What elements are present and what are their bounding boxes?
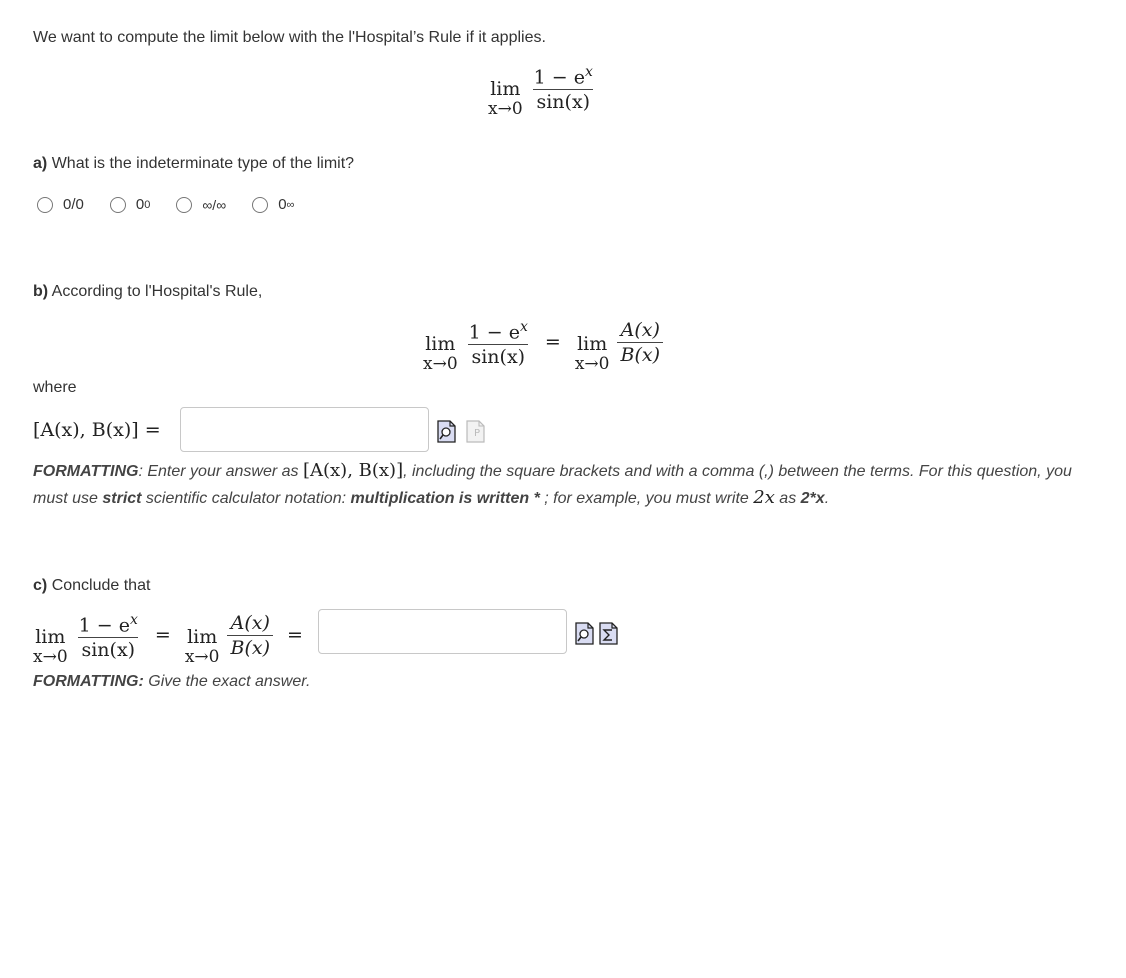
formatting-head: FORMATTING [33,463,139,480]
radio-button[interactable] [252,197,268,213]
lim-word: lim [425,333,456,355]
lim-word: lim [35,626,66,648]
conclusion-equation [33,604,317,666]
radio-button[interactable] [176,197,192,213]
formatting-c [33,669,310,695]
option-sup: ∞ [286,198,295,211]
formatting-text: Give the exact answer. [143,673,311,690]
formatting-text: . [824,490,830,507]
part-c-intro: Conclude that [51,577,151,594]
numerator: 1 − e [533,66,585,89]
sigma-help-icon[interactable] [599,622,618,645]
intro-text: We want to compute the limit below with the l'Hospital’s Rule if it applies. [33,29,546,46]
lim-sub: x→0 [184,647,220,667]
formatting-multiplication: multiplication is written * [350,490,540,507]
formatting-text: : Enter your answer as [138,463,303,480]
part-a-question-text: What is the indeterminate type of the limit? [51,155,355,172]
answer-c-input[interactable] [318,609,567,654]
option-inf-over-inf[interactable] [176,197,226,213]
radio-button[interactable] [37,197,53,213]
formatting-math-2x: 2x [753,487,775,508]
equals-sign: = [287,624,303,646]
lim-sub: x→0 [574,354,610,374]
part-b-intro: According to l'Hospital's Rule, [51,283,263,300]
option-0-over-0[interactable] [37,196,84,213]
where-text: where [33,379,77,396]
formula-help-icon[interactable] [466,420,485,443]
option-label: 0 [135,196,145,213]
lim-word: lim [490,78,521,100]
part-a-label: a) [33,155,48,172]
denominator: sin(x) [78,637,138,661]
answer-b-label: [A(x), B(x)] = [33,419,161,441]
lhopital-equation [423,311,663,373]
formatting-text: ; for example, you must write [539,490,754,507]
exponent: x [130,611,138,628]
lim-sub: x→0 [33,647,68,667]
part-c-label: c) [33,577,48,594]
option-sup: 0 [144,198,151,211]
formatting-text: , including the square brackets and with a comma (,) between the terms. For this question, you must use [33,463,1072,507]
formatting-math: [A(x), B(x)] [302,460,404,481]
option-label: ∞/∞ [202,196,227,213]
preview-icon[interactable] [437,420,456,443]
part-b-text [33,283,262,301]
denominator: sin(x) [468,344,528,368]
part-c-text [33,577,150,595]
intro-limit [488,56,596,118]
numerator: 1 − e [468,321,520,344]
part-b-label: b) [33,283,49,300]
lim-word: lim [187,626,218,648]
preview-icon[interactable] [575,622,594,645]
equals-sign: = [544,331,561,353]
lim-word: lim [577,333,608,355]
formatting-head: FORMATTING: [33,673,144,690]
numerator: A(x) [230,611,270,634]
option-label: 0 [278,196,287,213]
formatting-strict: strict [102,490,142,507]
exponent: x [520,318,528,335]
exponent: x [585,63,593,80]
radio-button[interactable] [110,197,126,213]
equals-sign: = [154,624,171,646]
denominator: sin(x) [533,89,593,113]
formatting-b [33,458,1073,512]
denominator: B(x) [227,635,273,659]
denominator: B(x) [617,342,663,366]
formatting-example: 2*x [800,490,825,507]
lim-sub: x→0 [423,354,458,374]
numerator: 1 − e [78,614,130,637]
option-label: 0/0 [63,196,84,213]
numerator: A(x) [620,318,660,341]
svg-text:P: P [474,428,481,439]
part-a-question [33,155,354,173]
answer-b-input[interactable] [180,407,429,452]
lim-sub: x→0 [488,99,523,119]
indeterminate-options [37,196,320,213]
option-0-pow-inf[interactable] [252,196,294,213]
option-0-pow-0[interactable] [110,196,150,213]
formatting-text: as [774,490,801,507]
formatting-text: scientific calculator notation: [141,490,351,507]
